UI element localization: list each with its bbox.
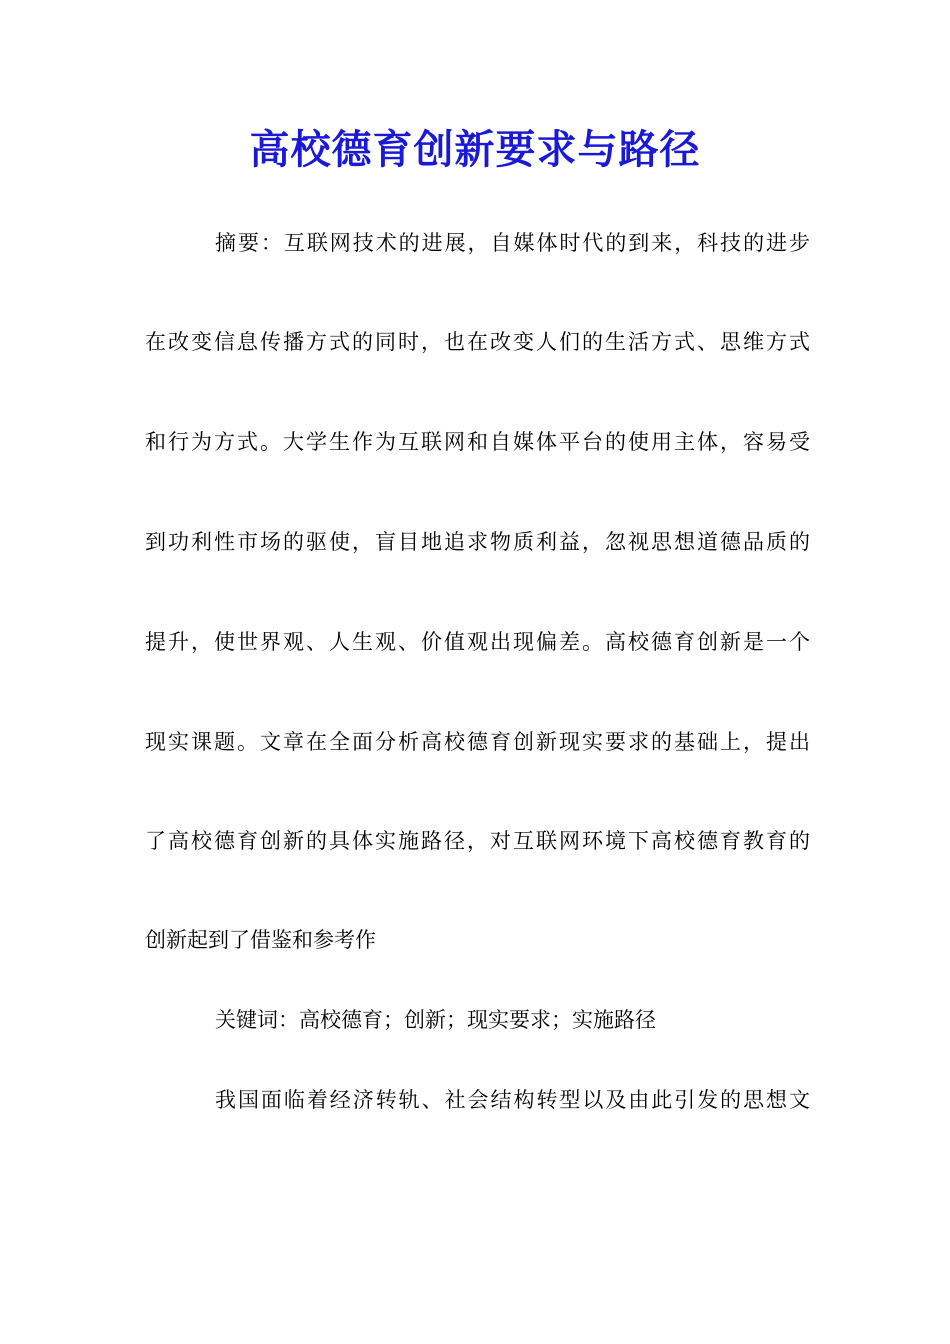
abstract-line-4: 到功利性市场的驱使，盲目地追求物质利益，忽视思想道德品质的 — [145, 530, 810, 554]
abstract-line-1: 摘要：互联网技术的进展，自媒体时代的到来，科技的进步 — [215, 231, 810, 255]
abstract-line-3: 和行为方式。大学生作为互联网和自媒体平台的使用主体，容易受 — [145, 430, 810, 454]
abstract-line-7: 了高校德育创新的具体实施路径，对互联网环境下高校德育教育的 — [145, 829, 810, 853]
abstract-line-8: 创新起到了借鉴和参考作 — [145, 928, 376, 952]
document-title: 高校德育创新要求与路径 — [249, 126, 701, 173]
body-paragraph-line: 我国面临着经济转轨、社会结构转型以及由此引发的思想文 — [215, 1088, 810, 1112]
abstract-line-2: 在改变信息传播方式的同时，也在改变人们的生活方式、思维方式 — [145, 330, 810, 354]
abstract-line-5: 提升，使世界观、人生观、价值观出现偏差。高校德育创新是一个 — [145, 630, 810, 654]
abstract-line-6: 现实课题。文章在全面分析高校德育创新现实要求的基础上，提出 — [145, 730, 810, 754]
keywords-line: 关键词：高校德育；创新；现实要求；实施路径 — [215, 1008, 656, 1032]
